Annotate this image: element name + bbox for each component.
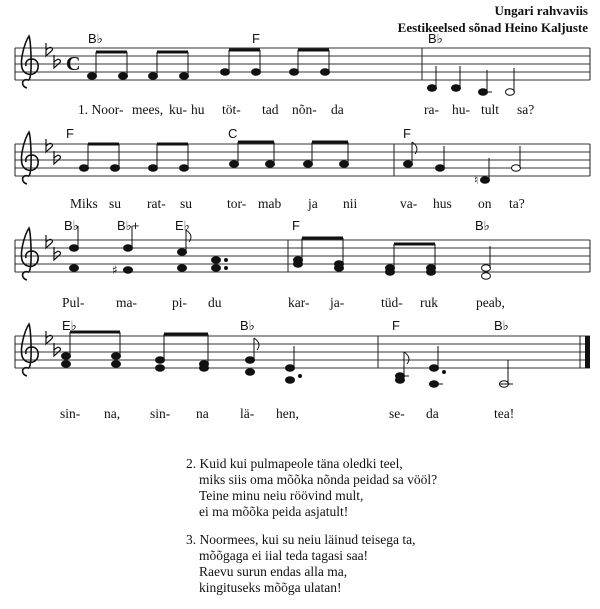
chord-symbol: F <box>292 218 300 233</box>
lyric-syllable: hu- <box>452 102 470 117</box>
lyric-syllable: Pul- <box>62 295 85 310</box>
lyric-syllable: ma- <box>116 295 137 310</box>
chord-symbol: B♭ <box>428 31 443 46</box>
lyric-syllable: ra- <box>424 102 439 117</box>
svg-text:♯: ♯ <box>112 263 118 277</box>
melody-source: Ungari rahvaviis <box>494 3 588 18</box>
lyric-syllable: mees, <box>132 102 164 117</box>
lyric-syllable: se- <box>389 406 405 421</box>
verse-3 <box>186 532 415 596</box>
verse-line: ei ma mõõka peida asjatult! <box>199 504 349 519</box>
lyric-syllable: na <box>196 406 209 421</box>
verse-2 <box>186 456 437 520</box>
chord-symbol: F <box>252 31 260 46</box>
lyric-syllable: tult <box>481 102 500 117</box>
lyric-syllable: nõn- <box>292 102 317 117</box>
verse-line: Raevu surun endas alla ma, <box>199 564 348 579</box>
lyric-syllable: tad <box>262 102 279 117</box>
lyric-syllable: ja- <box>330 295 345 310</box>
lyric-syllable: Miks <box>70 196 98 211</box>
lyric-syllable: pi- <box>172 295 187 310</box>
lyric-syllable: tor- <box>227 196 247 211</box>
lyric-syllable: nii <box>343 196 358 211</box>
lyric-syllable: on <box>478 196 492 211</box>
verse-line: miks siis oma mõõka nõnda peidad sa vööl? <box>199 472 438 487</box>
verse-line: mõõgaga ei iial teda tagasi saa! <box>199 548 369 563</box>
lyric-syllable: na, <box>104 406 121 421</box>
lyric-syllable: 1. Noor- <box>78 102 124 117</box>
chord-symbol: F <box>392 318 400 333</box>
chord-symbol: E♭ <box>175 218 190 233</box>
chord-symbol: B♭ <box>240 318 255 333</box>
lyric-syllable: hus <box>433 196 452 211</box>
lyric-syllable: hen, <box>276 406 299 421</box>
lyric-syllable: ta? <box>509 196 525 211</box>
svg-text:C: C <box>66 53 81 75</box>
chord-symbol: F <box>66 126 74 141</box>
lyric-syllable: va- <box>400 196 418 211</box>
chord-symbol: B♭ <box>475 218 490 233</box>
lyric-syllable: su <box>109 196 122 211</box>
lyric-syllable: ja <box>308 196 318 211</box>
chord-symbol: B♭ <box>64 218 79 233</box>
lyric-syllable: ruk <box>420 295 438 310</box>
verse-line: 2. Kuid kui pulmapeole täna oledki teel, <box>186 456 403 471</box>
lyric-syllable: da <box>426 406 439 421</box>
chord-symbol: E♭ <box>62 318 77 333</box>
lyric-syllable: rat- <box>147 196 166 211</box>
chord-symbol: B♭ <box>494 318 509 333</box>
lyric-syllable: da <box>331 102 344 117</box>
lyric-syllable: tüd- <box>381 295 403 310</box>
lyric-syllable: peab, <box>476 295 505 310</box>
lyric-syllable: kar- <box>288 295 310 310</box>
chord-symbol: C <box>228 126 238 141</box>
lyric-syllable: mab <box>258 196 282 211</box>
lyric-syllable: hu <box>191 102 205 117</box>
chord-symbol: B♭ <box>88 31 103 46</box>
lyric-syllable: tea! <box>494 406 515 421</box>
chord-symbol: B♭+ <box>117 218 140 233</box>
verse-line: kingituseks mõõga ulatan! <box>199 580 342 595</box>
lyricist-credit: Eestikeelsed sõnad Heino Kaljuste <box>397 20 588 35</box>
lyric-syllable: su <box>180 196 193 211</box>
lyric-syllable: sin- <box>60 406 81 421</box>
lyric-syllable: du <box>208 295 222 310</box>
svg-text:♮: ♮ <box>474 173 479 187</box>
lyric-syllable: ku- <box>169 102 187 117</box>
lyric-syllable: sin- <box>150 406 171 421</box>
verse-line: 3. Noormees, kui su neiu läinud teisega ta, <box>186 532 416 547</box>
lyric-syllable: sa? <box>517 102 535 117</box>
lyric-syllable: lä- <box>240 406 255 421</box>
chord-symbol: F <box>403 126 411 141</box>
verse-line: Teine minu neiu röövind mult, <box>199 488 364 503</box>
lyric-syllable: töt- <box>222 102 241 117</box>
